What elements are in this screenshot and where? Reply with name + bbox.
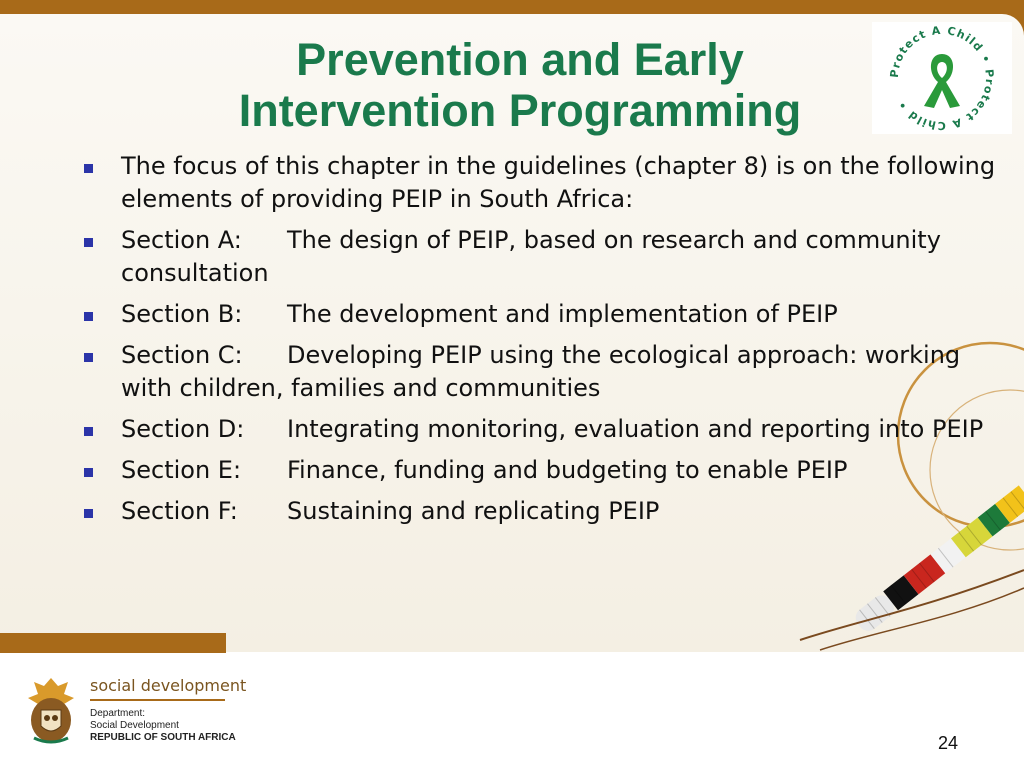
svg-text:Protect A Child • Protect A Ch [888, 24, 996, 132]
section-label: Section B: [121, 300, 243, 328]
bullet-text: The development and implementation of PEIP [287, 300, 838, 328]
list-item [84, 298, 1004, 331]
bullet-marker [84, 353, 93, 362]
bullet-text: Finance, funding and budgeting to enable PEIP [287, 456, 848, 484]
logo-ring-text: Protect A Child • Protect A Child • [887, 23, 997, 133]
bullet-marker [84, 238, 93, 247]
section-label: Section D: [121, 415, 245, 443]
list-item [84, 224, 1004, 290]
department-brand: social development [90, 676, 247, 695]
slide-title [140, 34, 900, 136]
department-line-3: REPUBLIC OF SOUTH AFRICA [90, 732, 236, 743]
green-ribbon-icon [924, 54, 960, 108]
bullet-text: Sustaining and replicating PEIP [287, 497, 660, 525]
title-line-1: Prevention and Early [296, 34, 744, 85]
coat-of-arms-icon [24, 674, 78, 746]
list-item [84, 495, 1004, 528]
bullet-text: The design of PEIP, based on research and community consultation [121, 226, 941, 287]
department-line-2: Social Development [90, 720, 179, 731]
bullet-marker [84, 468, 93, 477]
bullet-marker [84, 509, 93, 518]
bullet-marker [84, 164, 93, 173]
section-label: Section A: [121, 226, 242, 254]
list-item [84, 339, 1004, 405]
page-number: 24 [937, 733, 959, 753]
department-line-1: Department: [90, 708, 146, 719]
department-details [90, 708, 236, 744]
list-item [84, 150, 1004, 216]
section-label: Section E: [121, 456, 242, 484]
bullet-marker [84, 312, 93, 321]
section-label: Section C: [121, 341, 243, 369]
protect-a-child-logo [872, 22, 1012, 134]
bullet-text: The focus of this chapter in the guidelines (chapter 8) is on the following elements of providing PEIP in South Africa: [121, 152, 996, 213]
list-item [84, 413, 1004, 446]
title-line-2: Intervention Programming [238, 85, 802, 136]
bullet-text: Developing PEIP using the ecological approach: working with children, families and communities [121, 341, 961, 402]
list-item [84, 454, 1004, 487]
brand-divider [90, 699, 225, 701]
bottom-accent-bar [0, 633, 226, 653]
bullet-marker [84, 427, 93, 436]
bullet-list [84, 150, 1004, 536]
section-label: Section F: [121, 497, 238, 525]
bullet-text: Integrating monitoring, evaluation and reporting into PEIP [287, 415, 984, 443]
